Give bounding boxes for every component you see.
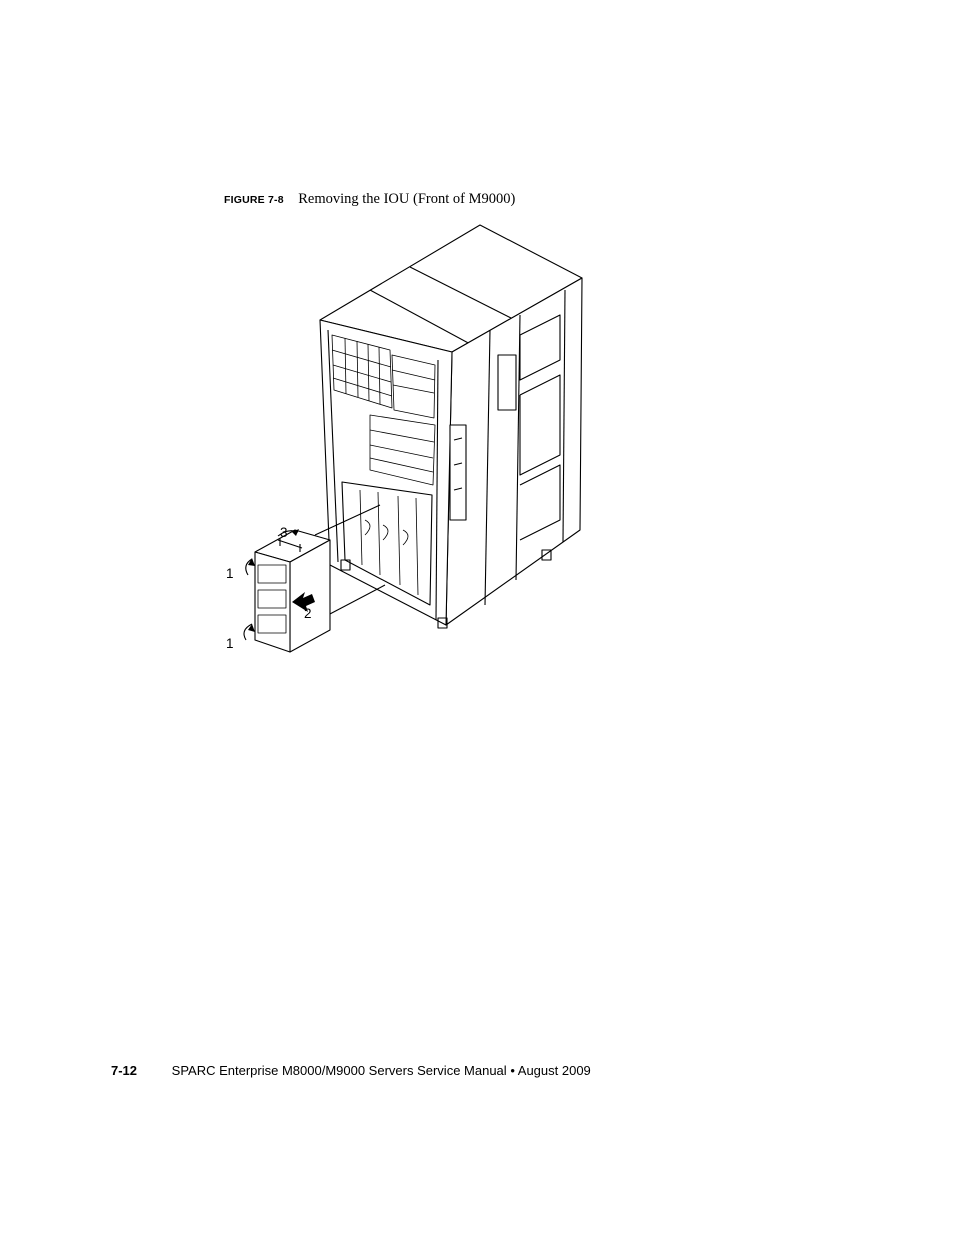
figure-caption bbox=[224, 190, 515, 208]
callout-3: 3 bbox=[280, 525, 288, 540]
server-illustration bbox=[220, 220, 590, 660]
callout-1-top: 1 bbox=[226, 566, 234, 581]
page-footer bbox=[111, 1063, 591, 1078]
publication-date: August 2009 bbox=[517, 1063, 591, 1078]
figure-label: FIGURE 7-8 bbox=[224, 194, 284, 206]
footer-separator: • bbox=[510, 1063, 515, 1078]
page-number: 7-12 bbox=[111, 1063, 138, 1078]
cabinet-drawing bbox=[220, 220, 590, 660]
figure-title: Removing the IOU (Front of M9000) bbox=[298, 191, 516, 207]
manual-title: SPARC Enterprise M8000/M9000 Servers Service Manual bbox=[171, 1063, 507, 1078]
callout-1-bottom: 1 bbox=[226, 636, 234, 651]
callout-2: 2 bbox=[304, 606, 312, 621]
